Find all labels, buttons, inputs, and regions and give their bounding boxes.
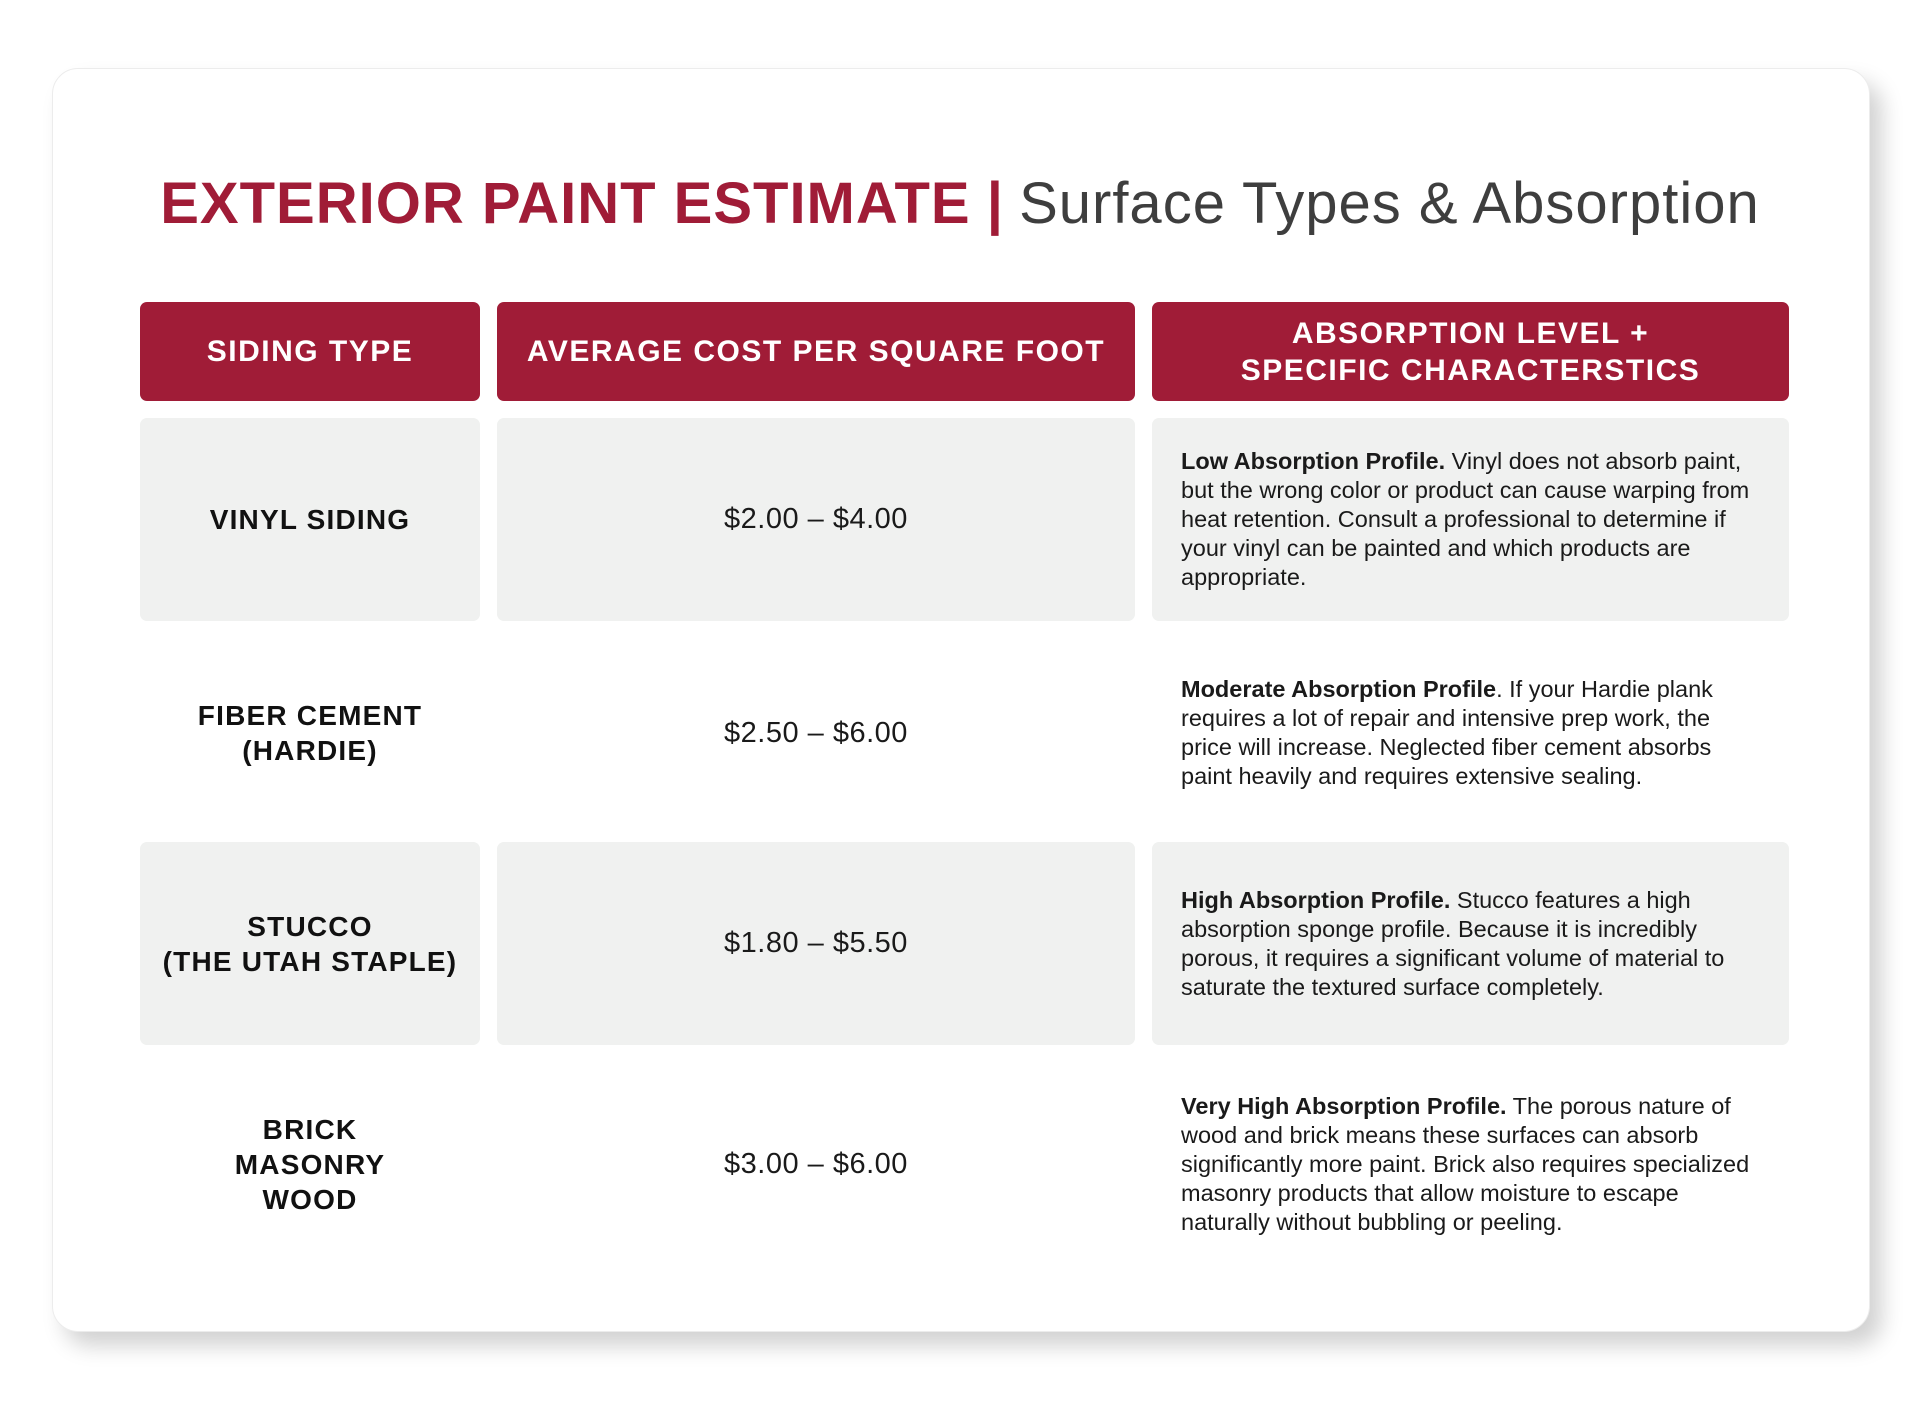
table-row-3-cost-cell <box>497 842 1135 1045</box>
table-row-2-absorption-cell <box>1152 631 1789 835</box>
table-row-2-siding-cell <box>140 631 480 835</box>
absorption-profile-label: Moderate Absorption Profile <box>1181 676 1497 702</box>
table-row-4-cost-cell <box>497 1055 1135 1273</box>
title-main: EXTERIOR PAINT ESTIMATE <box>160 171 971 236</box>
table-row-1-absorption-cell <box>1152 418 1789 621</box>
table-row-3-siding-cell <box>140 842 480 1045</box>
cost-range: $3.00 – $6.00 <box>724 1147 908 1180</box>
absorption-description-text: Vinyl does not absorb paint, but the wrong color or product can cause warping from heat retention. Consult a professional to determine if your vinyl can be painted and which products are appropriate. <box>1181 448 1750 590</box>
absorption-description-text: The porous nature of wood and brick means these surfaces can absorb significantly more paint. Brick also requires specialized masonry products that allow moisture to escape naturally without bubbling or peeling. <box>1181 1092 1750 1235</box>
table-row-1-cost-cell <box>497 418 1135 621</box>
siding-type-label: VINYL SIDING <box>209 504 411 535</box>
header-average-cost: AVERAGE COST PER SQUARE FOOT <box>497 302 1135 401</box>
absorption-description-text: Stucco features a high absorption sponge profile. Because it is incredibly porous, it requires a significant volume of material to saturate the textured surface completely. <box>1181 886 1725 1000</box>
absorption-description <box>1181 886 1765 1002</box>
table-row-4-siding-cell <box>140 1055 480 1273</box>
absorption-description-text: . If your Hardie plank requires a lot of repair and intensive prep work, the price will increase. Neglected fiber cement absorbs paint heavily and requires extensive sealing. <box>1181 676 1713 789</box>
page-title <box>0 168 1920 240</box>
table-row-3-absorption-cell <box>1152 842 1789 1045</box>
siding-type-label: BRICK MASONRY WOOD <box>234 1113 386 1215</box>
siding-type-label: FIBER CEMENT (HARDIE) <box>197 700 423 766</box>
cost-range: $2.50 – $6.00 <box>724 716 908 749</box>
header-siding-type: SIDING TYPE <box>140 302 480 401</box>
absorption-profile-label: High Absorption Profile. <box>1181 886 1451 913</box>
title-separator: | <box>986 171 1003 236</box>
header-absorption-level: ABSORPTION LEVEL + SPECIFIC CHARACTERSTICS <box>1152 302 1789 401</box>
absorption-profile-label: Low Absorption Profile. <box>1181 448 1446 474</box>
absorption-profile-label: Very High Absorption Profile. <box>1181 1092 1507 1119</box>
table-row-1-siding-cell <box>140 418 480 621</box>
absorption-description <box>1181 1092 1765 1237</box>
table-row-4-absorption-cell <box>1152 1055 1789 1273</box>
table-row-2-cost-cell <box>497 631 1135 835</box>
siding-type-label: STUCCO (THE UTAH STAPLE) <box>162 910 458 977</box>
title-subtitle: Surface Types & Absorption <box>1019 171 1760 236</box>
absorption-description <box>1181 675 1765 791</box>
absorption-description <box>1181 447 1765 592</box>
cost-range: $1.80 – $5.50 <box>724 927 908 959</box>
cost-range: $2.00 – $4.00 <box>724 503 908 535</box>
